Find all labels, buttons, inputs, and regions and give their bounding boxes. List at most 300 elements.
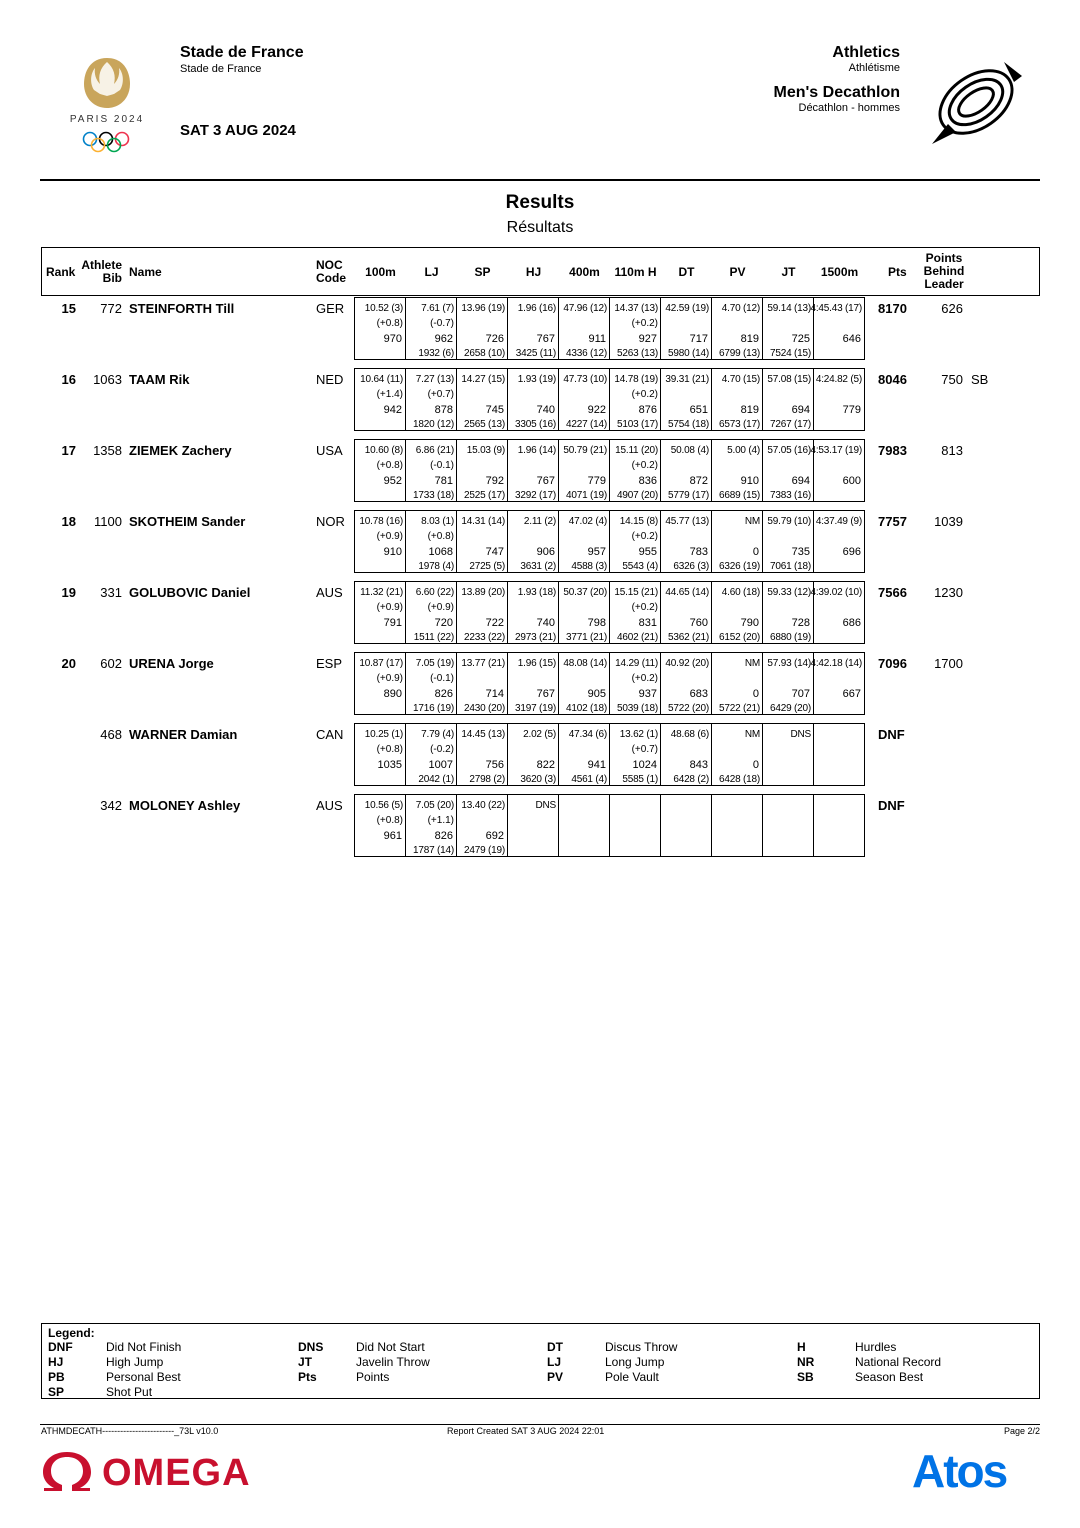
event-result [763, 582, 813, 642]
event-res: 57.93 (14) [767, 658, 811, 669]
event-cum: 5039 (18) [616, 703, 658, 714]
event-wind: (+0.9) [376, 673, 403, 684]
event-pts: 756 [485, 759, 504, 771]
event-res: 47.34 (6) [568, 729, 607, 740]
event-cell [810, 298, 865, 360]
event-cum: 4588 (3) [571, 561, 607, 572]
event-pts: 905 [587, 688, 606, 700]
event-cell [457, 369, 508, 431]
legend-definition: Points [356, 1370, 390, 1384]
event-cum: 2725 (5) [469, 561, 505, 572]
event-cell [355, 440, 406, 502]
event-cum: 7267 (17) [769, 419, 811, 430]
col-pts: Pts [888, 265, 907, 279]
event-result [661, 582, 711, 642]
event-cell [508, 795, 559, 857]
event-pts: 722 [485, 617, 504, 629]
event-cum: 4336 (12) [565, 348, 607, 359]
event-cum: 5585 (1) [622, 774, 658, 785]
event-result [712, 298, 762, 358]
col-event-9: 1500m [820, 265, 859, 279]
event-res: 13.62 (1) [619, 729, 658, 740]
event-pts: 941 [587, 759, 606, 771]
event-result [661, 724, 711, 784]
event-res: 4:39.02 (10) [810, 587, 862, 598]
event-pts: 822 [536, 759, 555, 771]
event-res: 10.60 (8) [364, 445, 403, 456]
event-res: 4:45.43 (17) [810, 303, 862, 314]
col-event-3: HJ [525, 265, 542, 279]
event-pts: 955 [638, 546, 657, 558]
event-cell [814, 724, 865, 786]
event-pts: 767 [536, 333, 555, 345]
event-cell [610, 795, 661, 857]
event-result [814, 369, 864, 429]
event-pts: 740 [536, 617, 555, 629]
event-cell [406, 795, 457, 857]
event-result [661, 298, 711, 358]
event-pts: 692 [485, 830, 504, 842]
event-res: DNS [790, 729, 811, 740]
event-cell [610, 582, 661, 644]
event-pts: 720 [434, 617, 453, 629]
event-res: 2.02 (5) [523, 729, 556, 740]
event-res: 10.52 (3) [364, 303, 403, 314]
event-pts: 725 [791, 333, 810, 345]
event-results-grid [354, 297, 865, 360]
event-res: 39.31 (21) [665, 374, 709, 385]
event-res: 4.70 (12) [721, 303, 760, 314]
event-pts: 651 [689, 404, 708, 416]
event-pts: 745 [485, 404, 504, 416]
event-wind: (+0.8) [427, 531, 454, 542]
event-cum: 1932 (6) [418, 348, 454, 359]
footer-divider [40, 1424, 1040, 1425]
event-cell [406, 582, 457, 644]
event-result [406, 724, 456, 784]
event-cell [763, 298, 814, 360]
event-res: NM [744, 516, 760, 527]
event-result [355, 582, 405, 642]
athlete-bib: 602 [100, 656, 122, 671]
page-title-fr: Résultats [506, 219, 574, 236]
event-res: 42.59 (19) [665, 303, 709, 314]
athlete-noc: AUS [316, 585, 343, 600]
event-pts: 937 [638, 688, 657, 700]
event-result [712, 653, 762, 713]
athlete-name: URENA Jorge [129, 656, 214, 671]
athlete-name: ZIEMEK Zachery [129, 443, 232, 458]
athletics-pictogram-icon [926, 58, 1026, 144]
event-cell [406, 369, 457, 431]
athlete-total-points: 8046 [878, 372, 907, 387]
athlete-name: TAAM Rik [129, 372, 190, 387]
event-pts: 0 [752, 759, 759, 771]
event-pts: 1024 [632, 759, 657, 771]
legend-abbr: DNS [298, 1340, 324, 1354]
event-pts: 717 [689, 333, 708, 345]
event-results-grid [354, 794, 865, 857]
event-pts: 922 [587, 404, 606, 416]
event-result [406, 511, 456, 571]
event-res: 6.60 (22) [415, 587, 454, 598]
event-res: 14.29 (11) [615, 658, 658, 669]
event-res: 14.31 (14) [461, 516, 505, 527]
event-pts: 1068 [428, 546, 453, 558]
event-result [763, 511, 813, 571]
event-cell [355, 653, 406, 715]
event-result [610, 653, 660, 713]
athlete-rank: 16 [61, 372, 76, 387]
event-result [406, 369, 456, 429]
event-result [406, 795, 456, 855]
event-cell [763, 724, 814, 786]
athlete-total-points: 7566 [878, 585, 907, 600]
event-pts: 790 [740, 617, 759, 629]
event-res: 59.79 (10) [767, 516, 811, 527]
event-res: 11.32 (21) [360, 587, 403, 598]
event-result [457, 795, 507, 855]
event-results-grid [354, 581, 865, 644]
event-res: 44.65 (14) [665, 587, 709, 598]
omega-symbol-icon [40, 1450, 94, 1492]
event-cell [355, 724, 406, 786]
event-results-grid [354, 368, 865, 431]
event-pts: 696 [842, 546, 861, 558]
athlete-total-points: 7096 [878, 656, 907, 671]
event-result [457, 724, 507, 784]
event-cum: 6326 (3) [673, 561, 709, 572]
event-cell [508, 724, 559, 786]
athlete-total-points: 7983 [878, 443, 907, 458]
event-pts: 767 [536, 688, 555, 700]
event-pts: 970 [383, 333, 402, 345]
event-result [763, 795, 813, 855]
event-cum: 3197 (19) [514, 703, 556, 714]
event-pts: 831 [638, 617, 657, 629]
event-cell [712, 298, 763, 360]
athlete-noc: USA [316, 443, 343, 458]
athlete-bib: 1100 [94, 514, 122, 529]
event-res: 10.78 (16) [359, 516, 403, 527]
event-cum: 7061 (18) [769, 561, 811, 572]
event-pts: 791 [383, 617, 402, 629]
col-event-2: SP [474, 265, 491, 279]
event-cell [712, 795, 763, 857]
event-res: 5.00 (4) [727, 445, 760, 456]
event-cell [508, 582, 559, 644]
event-cell [355, 298, 406, 360]
event-cell [712, 511, 763, 573]
event-cell [559, 724, 610, 786]
athlete-name: WARNER Damian [129, 727, 238, 742]
event-cell [814, 511, 865, 573]
event-cum: 3292 (17) [514, 490, 556, 501]
col-rank: Rank [46, 265, 76, 279]
event-cum: 4102 (18) [565, 703, 607, 714]
event-res: 4:42.18 (14) [810, 658, 862, 669]
event-cell [610, 440, 661, 502]
event-res: 1.96 (15) [517, 658, 556, 669]
event-cell [508, 653, 559, 715]
event-result [355, 724, 405, 784]
event-res: NM [744, 729, 760, 740]
event-res: 50.08 (4) [670, 445, 709, 456]
event-result [712, 369, 762, 429]
event-cell [661, 653, 712, 715]
legend-abbr: LJ [547, 1355, 562, 1369]
event-result [508, 511, 558, 571]
event-result [406, 298, 456, 358]
event-cum: 1978 (4) [418, 561, 454, 572]
athlete-bib: 331 [100, 585, 122, 600]
event-result [712, 511, 762, 571]
sport-name: Athletics [832, 44, 900, 61]
event-result [661, 369, 711, 429]
col-event-5: 110m H [614, 265, 657, 279]
sport-name-fr: Athlétisme [848, 62, 900, 74]
event-res: 1.96 (16) [517, 303, 556, 314]
event-result [610, 724, 660, 784]
col-noc: NOC Code [316, 258, 346, 285]
athlete-noc: NED [316, 372, 344, 387]
event-wind: (+1.1) [427, 815, 454, 826]
event-cell [763, 653, 814, 715]
event-cell [457, 440, 508, 502]
event-cell [559, 653, 610, 715]
legend [41, 1323, 1040, 1399]
event-wind: (-0.1) [430, 460, 454, 471]
event-cell [508, 369, 559, 431]
event-res: 15.11 (20) [615, 445, 658, 456]
event-wind: (+0.9) [427, 602, 454, 613]
event-cell [810, 440, 865, 502]
event-pts: 826 [434, 688, 453, 700]
athlete-noc: CAN [316, 727, 344, 742]
legend-definition: Did Not Finish [106, 1340, 182, 1354]
event-result [355, 653, 405, 713]
event-res: 13.40 (22) [461, 800, 505, 811]
athlete-record-note: SB [971, 372, 989, 387]
event-wind: (+0.9) [376, 531, 403, 542]
event-res: 57.05 (16) [767, 445, 811, 456]
col-athlete: Athlete Bib [81, 258, 122, 285]
event-res: 47.73 (10) [563, 374, 607, 385]
event-result [661, 795, 711, 855]
event-pts: 878 [434, 404, 453, 416]
event-result [712, 795, 762, 855]
event-res: 4:53.17 (19) [810, 445, 862, 456]
paris-flame-icon [60, 54, 154, 112]
athlete-name: SKOTHEIM Sander [129, 514, 246, 529]
legend-abbr: Pts [298, 1370, 317, 1384]
legend-definition: Personal Best [106, 1370, 181, 1384]
event-pts: 686 [842, 617, 861, 629]
event-cum: 5103 (17) [616, 419, 658, 430]
event-wind: (+0.2) [631, 602, 658, 613]
footer-report-created: Report Created SAT 3 AUG 2024 22:01 [447, 1426, 605, 1436]
footer-code: ATHMDECATH------------------------_73L v10.0 [41, 1426, 219, 1436]
legend-definition: Hurdles [855, 1340, 897, 1354]
event-cell [661, 724, 712, 786]
legend-abbr: HJ [48, 1355, 64, 1369]
event-cum: 5980 (14) [667, 348, 709, 359]
logo-text: PARIS 2024 [69, 114, 145, 125]
athlete-bib: 1358 [93, 443, 122, 458]
event-pts: 667 [842, 688, 861, 700]
event-cum: 3305 (16) [514, 419, 556, 430]
event-cell [661, 298, 712, 360]
event-cell [457, 653, 508, 715]
event-wind: (+0.8) [376, 460, 403, 471]
event-result [810, 298, 864, 358]
event-cum: 5779 (17) [667, 490, 709, 501]
event-cell [457, 582, 508, 644]
event-cum: 1716 (19) [412, 703, 454, 714]
event-results-grid [354, 439, 865, 502]
event-cum: 3620 (3) [520, 774, 556, 785]
event-pts: 961 [383, 830, 402, 842]
event-name: Men's Decathlon [773, 84, 900, 101]
event-cum: 2973 (21) [514, 632, 556, 643]
athlete-rank: 18 [61, 514, 76, 529]
event-pts: 819 [740, 404, 759, 416]
athlete-points-behind: 1039 [934, 514, 963, 529]
event-result [355, 511, 405, 571]
event-result [559, 582, 609, 642]
event-result [457, 653, 507, 713]
event-cell [661, 440, 712, 502]
event-cum: 5722 (21) [718, 703, 760, 714]
athlete-points-behind: 626 [941, 301, 963, 316]
event-cell [814, 795, 865, 857]
legend-abbr: PV [547, 1370, 564, 1384]
athlete-total-points: 7757 [878, 514, 907, 529]
col-name: Name [129, 265, 162, 279]
event-cum: 2798 (2) [469, 774, 505, 785]
event-pts: 836 [638, 475, 657, 487]
athlete-points-behind: 1230 [934, 585, 963, 600]
col-event-4: 400m [569, 265, 600, 279]
event-cum: 6428 (2) [673, 774, 709, 785]
event-result [814, 724, 864, 784]
legend-title: Legend: [48, 1326, 95, 1340]
event-cell [508, 511, 559, 573]
event-res: 47.02 (4) [568, 516, 607, 527]
event-results-grid [354, 723, 865, 786]
event-res: 4:37.49 (9) [815, 516, 862, 527]
event-pts: 728 [791, 617, 810, 629]
event-wind: (+0.2) [631, 531, 658, 542]
event-res: 1.93 (19) [517, 374, 556, 385]
event-cum: 3771 (21) [565, 632, 607, 643]
athlete-bib: 342 [100, 798, 122, 813]
event-cell [763, 795, 814, 857]
athlete-name: MOLONEY Ashley [129, 798, 241, 813]
event-cum: 7524 (15) [769, 348, 811, 359]
event-pts: 843 [689, 759, 708, 771]
event-result [763, 369, 813, 429]
event-result [763, 440, 813, 500]
event-wind: (+0.2) [631, 460, 658, 471]
event-res: 59.14 (13) [767, 303, 811, 314]
event-result [712, 582, 762, 642]
event-pts: 779 [587, 475, 606, 487]
athlete-points-behind: 1700 [934, 656, 963, 671]
event-cell [457, 298, 508, 360]
event-res: 14.45 (13) [461, 729, 505, 740]
athlete-name: GOLUBOVIC Daniel [129, 585, 251, 600]
event-wind: (+0.7) [631, 744, 658, 755]
event-res: NM [744, 658, 760, 669]
event-result [661, 440, 711, 500]
venue-block [180, 44, 304, 75]
event-pts: 957 [587, 546, 606, 558]
event-wind: (+0.2) [631, 673, 658, 684]
event-name-fr: Décathlon - hommes [798, 102, 900, 114]
event-cum: 6573 (17) [718, 419, 760, 430]
event-pts: 726 [485, 333, 504, 345]
event-result [763, 653, 813, 713]
event-res: 50.37 (20) [563, 587, 607, 598]
legend-abbr: DT [547, 1340, 563, 1354]
event-pts: 819 [740, 333, 759, 345]
event-cell [661, 795, 712, 857]
athlete-bib: 772 [100, 301, 122, 316]
omega-logo [40, 1450, 251, 1494]
event-cell [610, 653, 661, 715]
event-res: 10.87 (17) [359, 658, 403, 669]
event-res: 13.77 (21) [461, 658, 505, 669]
event-pts: 767 [536, 475, 555, 487]
event-res: 1.93 (18) [517, 587, 556, 598]
event-cell [661, 369, 712, 431]
legend-abbr: PB [48, 1370, 65, 1384]
event-pts: 942 [383, 404, 402, 416]
event-pts: 694 [791, 475, 810, 487]
event-result [712, 440, 762, 500]
event-pts: 962 [434, 333, 453, 345]
event-cell [406, 511, 457, 573]
event-res: 7.79 (4) [421, 729, 454, 740]
event-cum: 6428 (18) [718, 774, 760, 785]
athlete-noc: NOR [316, 514, 345, 529]
event-res: 13.89 (20) [461, 587, 505, 598]
col-event-0: 100m [365, 265, 396, 279]
event-pts: 792 [485, 475, 504, 487]
event-cum: 3631 (2) [520, 561, 556, 572]
event-cell [406, 653, 457, 715]
event-res: 2.11 (2) [523, 516, 556, 527]
event-result [559, 795, 609, 855]
paris-2024-logo [60, 54, 154, 158]
legend-definition: High Jump [106, 1355, 164, 1369]
event-result [810, 440, 864, 500]
event-wind: (+0.8) [376, 744, 403, 755]
event-res: 14.15 (8) [619, 516, 658, 527]
event-result [457, 582, 507, 642]
event-pts: 735 [791, 546, 810, 558]
athlete-points-behind: 750 [941, 372, 963, 387]
event-res: 6.86 (21) [415, 445, 454, 456]
legend-definition: Pole Vault [605, 1370, 659, 1384]
header-divider [40, 179, 1040, 181]
event-res: 8.03 (1) [421, 516, 454, 527]
legend-definition: Season Best [855, 1370, 924, 1384]
event-cell [457, 724, 508, 786]
event-res: 48.68 (6) [670, 729, 709, 740]
event-res: 7.05 (20) [415, 800, 454, 811]
